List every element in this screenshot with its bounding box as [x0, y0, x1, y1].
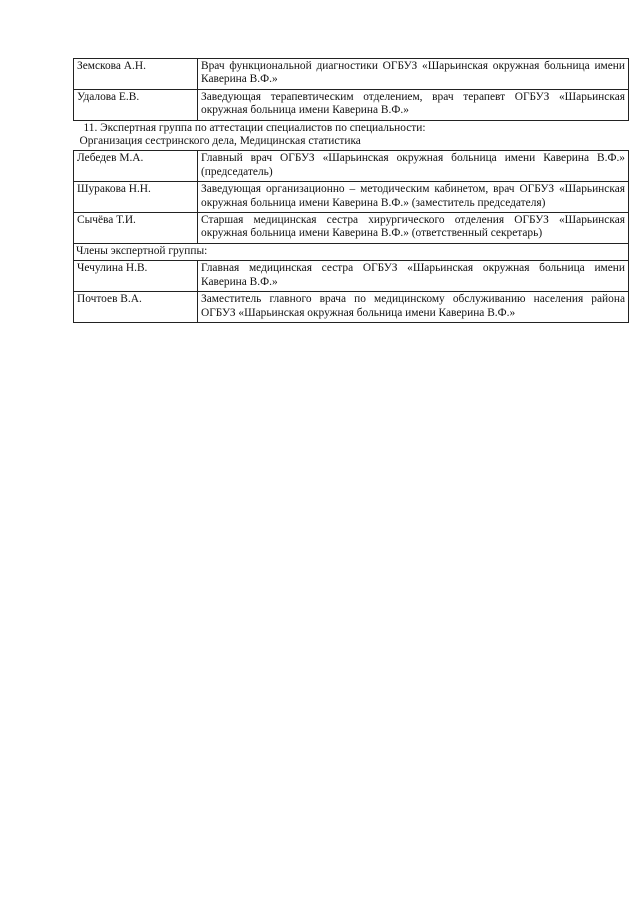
person-name: Почтоев В.А. [74, 292, 198, 323]
person-position: Старшая медицинская сестра хирургического отделения ОГБУЗ «Шарьинская окружная больница имени Каверина В.Ф.» (ответственный секретарь) [198, 213, 629, 244]
person-name: Шуракова Н.Н. [74, 182, 198, 213]
person-name: Земскова А.Н. [74, 59, 198, 90]
members-heading: Члены экспертной группы: [74, 243, 629, 260]
table-row [74, 292, 629, 323]
person-position: Главный врач ОГБУЗ «Шарьинская окружная больница имени Каверина В.Ф.» (председатель) [198, 151, 629, 182]
person-position: Заведующая терапевтическим отделением, врач терапевт ОГБУЗ «Шарьинская окружная больница имени Каверина В.Ф.» [198, 89, 629, 120]
table-row [74, 182, 629, 213]
table-row [74, 89, 629, 120]
person-name: Сычёва Т.И. [74, 213, 198, 244]
section-heading [74, 120, 629, 151]
person-name: Лебедев М.А. [74, 151, 198, 182]
person-position: Заведующая организационно – методическим кабинетом, врач ОГБУЗ «Шарьинская окружная больница имени Каверина В.Ф.» (заместитель председателя) [198, 182, 629, 213]
person-position: Заместитель главного врача по медицинскому обслуживанию населения района ОГБУЗ «Шарьинская окружная больница имени Каверина В.Ф.» [198, 292, 629, 323]
person-position: Главная медицинская сестра ОГБУЗ «Шарьинская окружная больница имени Каверина В.Ф.» [198, 261, 629, 292]
table-row [74, 213, 629, 244]
table-row [74, 59, 629, 90]
person-name: Чечулина Н.В. [74, 261, 198, 292]
section-specialties: Организация сестринского дела, Медицинская статистика [79, 135, 361, 148]
expert-table [73, 58, 629, 323]
person-position: Врач функциональной диагностики ОГБУЗ «Шарьинская окружная больница имени Каверина В.Ф.» [198, 59, 629, 90]
section-heading-row [74, 120, 629, 151]
document-page [73, 58, 629, 323]
section-title: 11. Экспертная группа по аттестации специалистов по специальности: [83, 121, 426, 134]
person-name: Удалова Е.В. [74, 89, 198, 120]
table-row [74, 261, 629, 292]
table-row [74, 151, 629, 182]
members-heading-row [74, 243, 629, 260]
